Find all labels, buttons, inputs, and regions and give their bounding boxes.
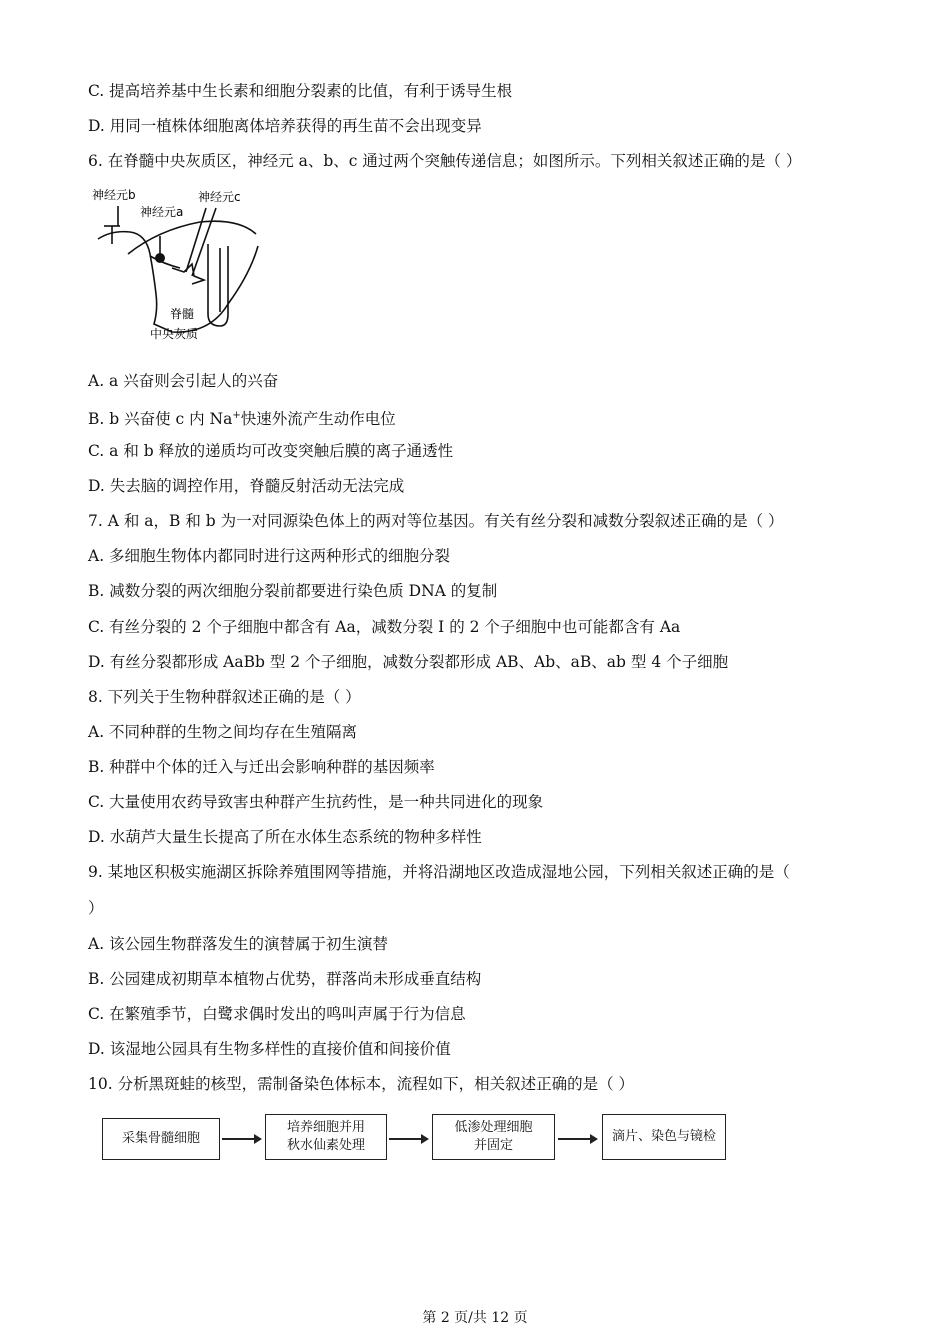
q5-option-c: C. 提高培养基中生长素和细胞分裂素的比值，有利于诱导生根 [88,82,513,100]
q7-option-b: B. 减数分裂的两次细胞分裂前都要进行染色质 DNA 的复制 [88,582,498,600]
q8-stem: 8. 下列关于生物种群叙述正确的是（ ） [88,688,361,706]
label-central-gray-matter: 中央灰质 [150,327,199,341]
q8-option-b: B. 种群中个体的迁入与迁出会影响种群的基因频率 [88,758,435,776]
q6-option-c: C. a 和 b 释放的递质均可改变突触后膜的离子通透性 [88,442,454,460]
flow-step-3-line2: 并固定 [473,1138,513,1153]
label-spinal-cord: 脊髓 [170,307,195,321]
q7-option-a: A. 多细胞生物体内都同时进行这两种形式的细胞分裂 [88,547,451,565]
q8-option-d: D. 水葫芦大量生长提高了所在水体生态系统的物种多样性 [88,828,482,846]
sodium-charge: + [232,410,241,421]
q10-flowchart [102,1110,742,1166]
flow-step-1: 采集骨髓细胞 [102,1118,220,1160]
q9-stem: 9. 某地区积极实施湖区拆除养殖围网等措施，并将沿湖地区改造成湿地公园，下列相关叙述正确的是（ [88,863,790,881]
flow-step-2-line1: 培养细胞并用 [286,1120,365,1135]
q9-option-c: C. 在繁殖季节，白鹭求偶时发出的鸣叫声属于行为信息 [88,1005,466,1023]
q6-option-b-rest: 快速外流产生动作电位 [240,410,396,429]
flow-step-3 [432,1114,555,1160]
spinal-cord-neuron-diagram [88,184,278,344]
q6-option-b [88,406,396,429]
flow-arrow-3 [558,1138,596,1140]
flow-step-4: 滴片、染色与镜检 [602,1114,726,1160]
q7-option-d: D. 有丝分裂都形成 AaBb 型 2 个子细胞，减数分裂都形成 AB、Ab、aB、ab 型 4 个子细胞 [88,653,729,671]
q6-option-d: D. 失去脑的调控作用，脊髓反射活动无法完成 [88,477,405,495]
flow-arrow-2 [389,1138,427,1140]
flow-step-2-line2: 秋水仙素处理 [286,1138,365,1153]
q7-stem: 7. A 和 a，B 和 b 为一对同源染色体上的两对等位基因。有关有丝分裂和减数分裂叙述正确的是（ ） [88,512,784,530]
page-footer: 第 2 页/共 12 页 [422,1310,528,1326]
q9-option-d: D. 该湿地公园具有生物多样性的直接价值和间接价值 [88,1040,451,1058]
q6-option-b-text: B. b 兴奋使 c 内 Na [88,410,233,429]
flow-arrow-1 [222,1138,260,1140]
q9-option-a: A. 该公园生物群落发生的演替属于初生演替 [88,935,389,953]
label-neuron-c: 神经元c [198,190,241,204]
q10-stem: 10. 分析黑斑蛙的核型，需制备染色体标本，流程如下，相关叙述正确的是（ ） [88,1075,635,1093]
flow-step-2 [265,1114,387,1160]
q9-stem-cont: ） [88,899,104,917]
q5-option-d: D. 用同一植株体细胞离体培养获得的再生苗不会出现变异 [88,117,482,135]
q8-option-a: A. 不同种群的生物之间均存在生殖隔离 [88,723,358,741]
q6-option-a: A. a 兴奋则会引起人的兴奋 [88,372,279,390]
label-neuron-b: 神经元b [92,188,136,202]
q9-option-b: B. 公园建成初期草本植物占优势，群落尚未形成垂直结构 [88,970,482,988]
q7-option-c: C. 有丝分裂的 2 个子细胞中都含有 Aa，减数分裂 Ⅰ 的 2 个子细胞中也可能都含有 Aa [88,618,681,636]
flow-step-3-line1: 低渗处理细胞 [454,1120,533,1135]
label-neuron-a: 神经元a [140,205,184,219]
q6-stem: 6. 在脊髓中央灰质区，神经元 a、b、c 通过两个突触传递信息；如图所示。下列相关叙述正确的是（ ） [88,152,802,170]
q8-option-c: C. 大量使用农药导致害虫种群产生抗药性，是一种共同进化的现象 [88,793,544,811]
